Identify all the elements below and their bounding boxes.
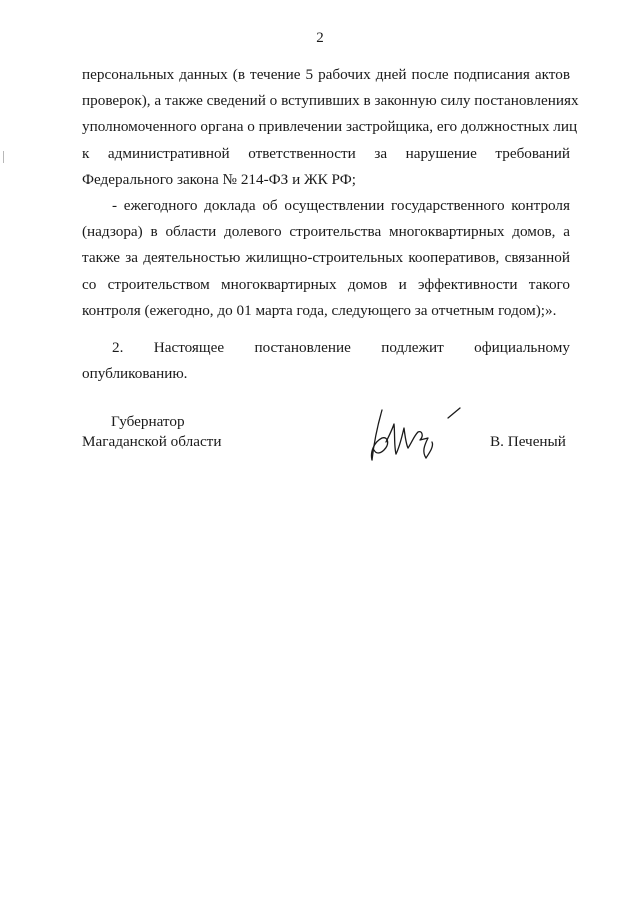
body-line: персональных данных (в течение 5 рабочих дней после подписания актов [82, 66, 570, 83]
handwritten-signature [364, 402, 474, 472]
document-body [82, 62, 579, 387]
body-line: проверок), а также сведений о вступивших в законную силу постановлениях [82, 92, 579, 110]
paragraph-gap [82, 324, 570, 335]
page-number: 2 [316, 30, 324, 46]
body-line: контроля (ежегодно, до 01 марта года, следующего за отчетным годом);». [82, 301, 557, 319]
body-line: Федерального закона № 214-ФЗ и ЖК РФ; [82, 170, 356, 188]
signer-title-line: Магаданской области [82, 433, 222, 450]
body-line: 2. Настоящее постановление подлежит официальному [112, 338, 570, 356]
signer-name: В. Печеный [490, 433, 566, 450]
body-line: также за деятельностью жилищно-строительных кооперативов, связанной [82, 249, 570, 267]
signer-title [82, 412, 221, 452]
body-line: к административной ответственности за нарушение требований [82, 144, 570, 162]
body-line: со строительством многоквартирных домов и эффективности такого [82, 275, 570, 293]
margin-mark [3, 151, 4, 163]
body-line: (надзора) в области долевого строительства многоквартирных домов, а [82, 223, 570, 241]
body-line: - ежегодного доклада об осуществлении государственного контроля [112, 196, 570, 214]
body-line: уполномоченного органа о привлечении застройщика, его должностных лиц [82, 118, 578, 136]
body-line: опубликованию. [82, 365, 188, 383]
signer-title-line: Губернатор [111, 413, 185, 430]
